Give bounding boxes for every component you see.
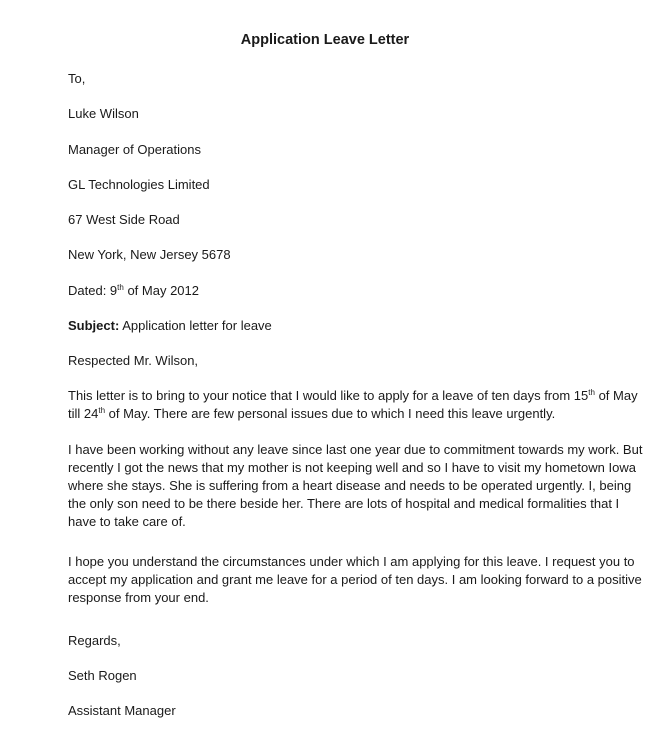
paragraph-line: have to take care of. — [68, 514, 186, 529]
paragraph-line: This letter is to bring to your notice that I would like to apply for a leave of ten days from 15th of May — [68, 388, 638, 403]
paragraph-1 — [68, 387, 638, 423]
letter-date — [68, 282, 199, 300]
subject-text: Application letter for leave — [119, 318, 272, 333]
paragraph-line: I hope you understand the circumstances under which I am applying for this leave. I request you to — [68, 554, 635, 569]
paragraph-2 — [68, 441, 643, 531]
sender-name: Seth Rogen — [68, 668, 137, 683]
recipient-name: Luke Wilson — [68, 106, 139, 121]
paragraph-line: I have been working without any leave since last one year due to commitment towards my work. But — [68, 442, 643, 457]
subject-line — [68, 317, 272, 335]
date-rest: of May 2012 — [123, 283, 199, 298]
paragraph-line: accept my application and grant me leave for a period of ten days. I am looking forward to a positive — [68, 572, 642, 587]
paragraph-line: where she stays. She is suffering from a heart disease and needs to be operated urgently. I, being — [68, 478, 632, 493]
address-line-1: 67 West Side Road — [68, 212, 180, 227]
company-name: GL Technologies Limited — [68, 177, 210, 192]
date-ordinal: th — [117, 283, 124, 292]
paragraph-line: response from your end. — [68, 590, 209, 605]
paragraph-3 — [68, 553, 642, 607]
subject-label: Subject: — [68, 318, 120, 333]
paragraph-line: the only son need to be there beside her. There are lots of hospital and medical formalities that I — [68, 496, 620, 511]
to-label: To, — [68, 71, 86, 86]
paragraph-line: till 24th of May. There are few personal issues due to which I need this leave urgently. — [68, 406, 556, 421]
letter-title: Application Leave Letter — [240, 32, 410, 48]
date-prefix: Dated: 9 — [68, 283, 118, 298]
paragraph-line: recently I got the news that my mother is not keeping well and so I have to visit my hometown Iowa — [68, 460, 636, 475]
recipient-title: Manager of Operations — [68, 142, 201, 157]
address-line-2: New York, New Jersey 5678 — [68, 247, 231, 262]
sender-title: Assistant Manager — [68, 703, 176, 718]
salutation: Respected Mr. Wilson, — [68, 353, 199, 368]
closing: Regards, — [68, 633, 121, 648]
